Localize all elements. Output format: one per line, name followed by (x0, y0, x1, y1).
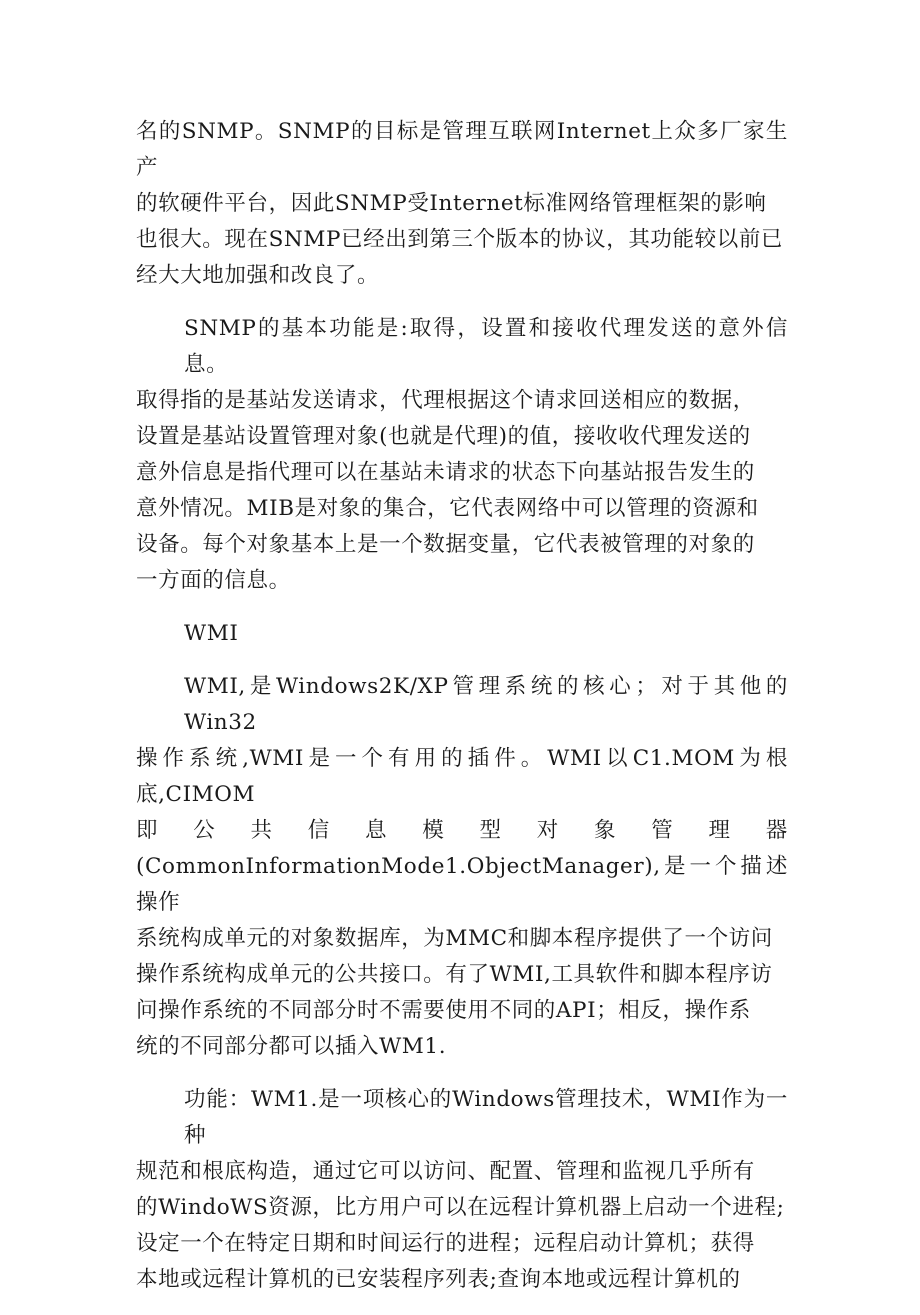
text-line: 一方面的信息。 (136, 568, 291, 593)
text-line: 也很大。现在SNMP已经出到第三个版本的协议，其功能较以前已 (136, 227, 784, 252)
text-line: 取得指的是基站发送请求，代理根据这个请求回送相应的数据， (136, 388, 755, 413)
text-line: 设定一个在特定日期和时间运行的进程；远程启动计算机；获得 (136, 1231, 755, 1256)
text-line: SNMP的基本功能是:取得，设置和接收代理发送的意外信息。 (184, 316, 788, 377)
text-line: 意外信息是指代理可以在基站未请求的状态下向基站报告发生的 (136, 460, 755, 485)
spread-char: 管 (651, 818, 674, 843)
text-line: 系统构成单元的对象数据库，为MMC和脚本程序提供了一个访问 (136, 926, 773, 951)
text-line: 名的SNMP。SNMP的目标是管理互联网Internet上众多厂家生产 (136, 119, 788, 180)
spread-char: 模 (422, 818, 445, 843)
text-line: 经大大地加强和改良了。 (136, 263, 380, 288)
text-line: 操作系统,WMI是一个有用的插件。WMI以C1.MOM为根底,CIMOM (136, 746, 788, 807)
text-line: 操作系统构成单元的公共接口。有了WMI,工具软件和脚本程序访 (136, 962, 773, 987)
text-line: 规范和根底构造，通过它可以访问、配置、管理和监视几乎所有 (136, 1159, 755, 1184)
text-line: 问操作系统的不同部分时不需要使用不同的API；相反，操作系 (136, 998, 751, 1023)
paragraph-snmp-intro (136, 114, 788, 294)
paragraph-wmi-description (136, 669, 788, 1065)
text-line: 统的不同部分都可以插入WM1. (136, 1034, 447, 1059)
spread-char: 对 (536, 818, 559, 843)
spread-char: 器 (765, 818, 788, 843)
spread-char: 信 (307, 818, 330, 843)
spread-char: 即 (136, 818, 159, 843)
text-line: 的软硬件平台，因此SNMP受Internet标准网络管理框架的影响 (136, 191, 767, 216)
text-line: (CommonInformationMode1.ObjectManager),是一个描述操作 (136, 854, 788, 915)
text-line: 功能：WM1.是一项核心的Windows管理技术，WMI作为一种 (184, 1087, 788, 1148)
spread-char: 理 (708, 818, 731, 843)
paragraph-wmi-features (136, 1082, 788, 1298)
text-line: 的WindoWS资源，比方用户可以在远程计算机器上启动一个进程; (136, 1195, 785, 1220)
spread-char: 型 (479, 818, 502, 843)
spread-char: 共 (250, 818, 273, 843)
document-body (136, 114, 788, 1315)
spread-char: 公 (193, 818, 216, 843)
spread-text-line (136, 813, 788, 849)
section-heading-wmi: WMI (184, 621, 239, 646)
text-line: 意外情况。MIB是对象的集合，它代表网络中可以管理的资源和 (136, 496, 759, 521)
text-line: WMI,是Windows2K/XP管理系统的核心；对于其他的Win32 (184, 674, 788, 735)
spread-char: 息 (365, 818, 388, 843)
text-line: 设置是基站设置管理对象(也就是代理)的值，接收收代理发送的 (136, 424, 751, 449)
spread-char: 象 (594, 818, 617, 843)
text-line: 本地或远程计算机的已安装程序列表;查询本地或远程计算机的 (136, 1267, 741, 1292)
paragraph-snmp-functions (136, 311, 788, 599)
text-line: 设备。每个对象基本上是一个数据变量，它代表被管理的对象的 (136, 532, 755, 557)
